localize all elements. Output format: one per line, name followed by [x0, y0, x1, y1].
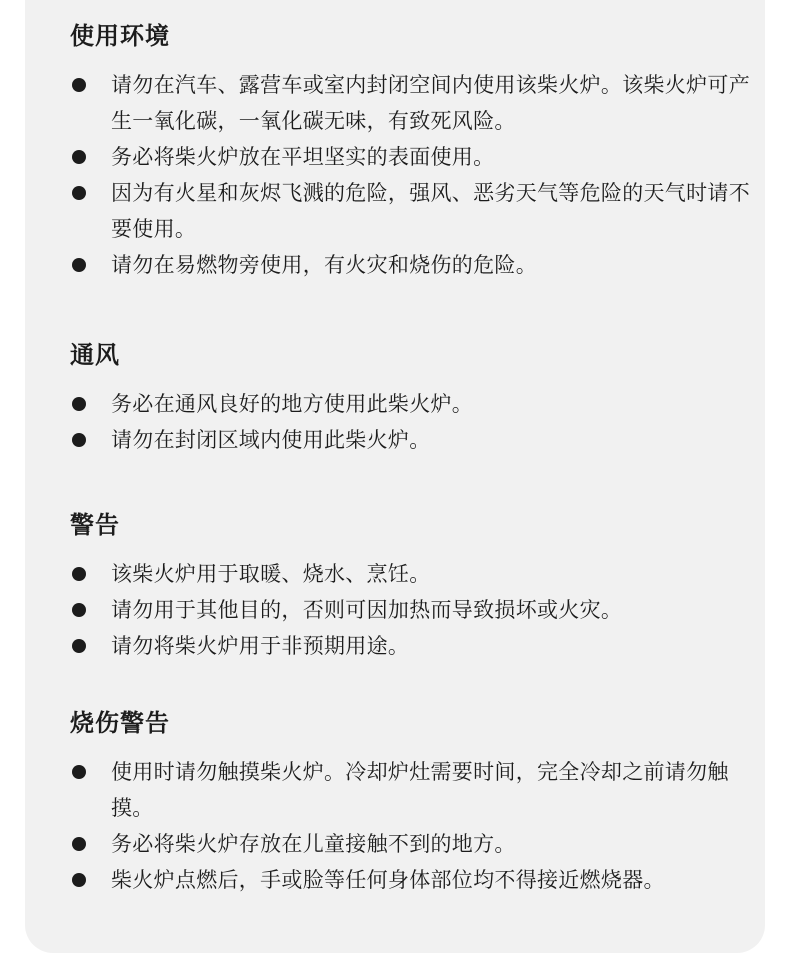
- bullet-icon: [72, 258, 86, 272]
- bullet-icon: [72, 837, 86, 851]
- list-item-text: 务必将柴火炉放在平坦坚实的表面使用。: [111, 145, 495, 169]
- section-title: 通风: [70, 341, 120, 369]
- bullet-icon: [72, 873, 86, 887]
- list-item: [70, 628, 750, 664]
- content-card: [25, 0, 765, 953]
- section-burn-warning: [70, 705, 750, 898]
- list-item-text: 请勿将柴火炉用于非预期用途。: [111, 634, 410, 658]
- section-title: 警告: [70, 511, 120, 539]
- list-item: [70, 139, 750, 175]
- section-title: 使用环境: [70, 22, 170, 50]
- list-item-text: 请勿在汽车、露营车或室内封闭空间内使用该柴火炉。该柴火炉可产生一氧化碳，一氧化碳无味，有致死风险。: [111, 73, 750, 133]
- list-item-text: 请勿在封闭区域内使用此柴火炉。: [111, 428, 431, 452]
- list-item-text: 使用时请勿触摸柴火炉。冷却炉灶需要时间，完全冷却之前请勿触摸。: [111, 760, 729, 820]
- list-item-text: 务必在通风良好的地方使用此柴火炉。: [111, 392, 474, 416]
- list-item: [70, 862, 750, 898]
- section-title: 烧伤警告: [70, 709, 170, 737]
- list-item-text: 务必将柴火炉存放在儿童接触不到的地方。: [111, 832, 516, 856]
- list-item: [70, 422, 750, 458]
- bullet-icon: [72, 567, 86, 581]
- list-item-text: 因为有火星和灰烬飞溅的危险，强风、恶劣天气等危险的天气时请不要使用。: [111, 181, 750, 241]
- list-item: [70, 175, 750, 247]
- list-item-text: 请勿用于其他目的，否则可因加热而导致损坏或火灾。: [111, 598, 623, 622]
- bullet-list: [70, 754, 750, 898]
- section-ventilation: [70, 337, 750, 458]
- list-item: [70, 826, 750, 862]
- list-item: [70, 247, 750, 283]
- bullet-icon: [72, 433, 86, 447]
- bullet-icon: [72, 186, 86, 200]
- bullet-icon: [72, 603, 86, 617]
- list-item-text: 请勿在易燃物旁使用，有火灾和烧伤的危险。: [111, 253, 537, 277]
- section-warning: [70, 507, 750, 664]
- list-item-text: 该柴火炉用于取暖、烧水、烹饪。: [111, 562, 431, 586]
- section-environment: [70, 18, 750, 283]
- list-item: [70, 556, 750, 592]
- bullet-icon: [72, 397, 86, 411]
- bullet-icon: [72, 765, 86, 779]
- list-item: [70, 754, 750, 826]
- bullet-icon: [72, 78, 86, 92]
- list-item: [70, 67, 750, 139]
- bullet-icon: [72, 639, 86, 653]
- bullet-list: [70, 556, 750, 664]
- bullet-list: [70, 67, 750, 283]
- list-item: [70, 592, 750, 628]
- bullet-icon: [72, 150, 86, 164]
- list-item-text: 柴火炉点燃后，手或脸等任何身体部位均不得接近燃烧器。: [111, 868, 665, 892]
- bullet-list: [70, 386, 750, 458]
- list-item: [70, 386, 750, 422]
